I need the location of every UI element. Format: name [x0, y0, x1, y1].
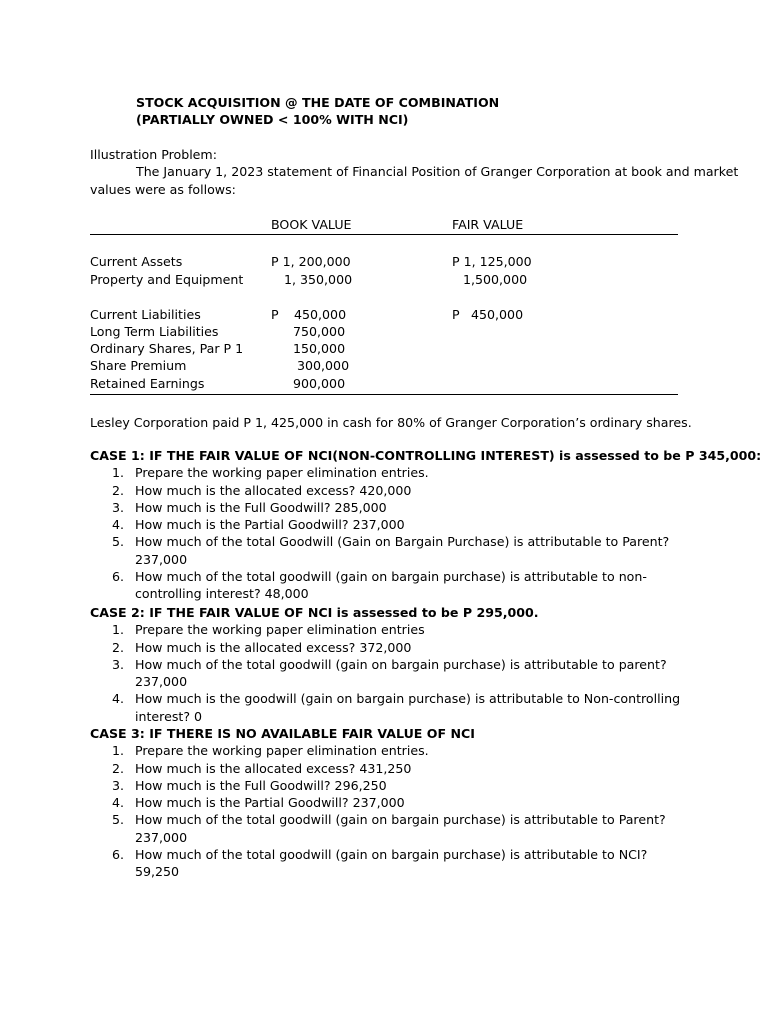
item-number: 6.	[112, 569, 125, 585]
item-text: Prepare the working paper elimination entries.	[135, 743, 429, 759]
row-book-current-liabilities: 450,000	[294, 307, 347, 322]
case-1	[90, 447, 762, 603]
case-1-questions	[90, 464, 690, 602]
row-label-current-liabilities: Current Liabilities	[90, 307, 201, 322]
list-item	[90, 846, 690, 881]
row-book-long-term-liabilities: 750,000	[293, 324, 346, 339]
title-line-1: STOCK ACQUISITION @ THE DATE OF COMBINATION	[136, 95, 500, 110]
list-item	[90, 656, 690, 691]
row-book-current-assets: P 1, 200,000	[271, 254, 351, 269]
row-book-prefix-current-liabilities: P	[271, 307, 279, 322]
list-item	[90, 621, 690, 638]
row-fair-current-liabilities: 450,000	[471, 307, 524, 322]
intro-line-2: values were as follows:	[90, 181, 236, 197]
list-item	[90, 760, 690, 777]
item-text: How much is the Full Goodwill? 296,250	[135, 777, 387, 793]
item-number: 5.	[112, 812, 125, 828]
item-text: How much is the goodwill (gain on bargain purchase) is attributable to Non-controlling interest? 0	[135, 691, 681, 724]
title-line-2: (PARTIALLY OWNED < 100% WITH NCI)	[136, 112, 409, 128]
item-number: 2.	[112, 760, 125, 776]
item-text: How much is the Partial Goodwill? 237,000	[135, 517, 405, 533]
list-item	[90, 690, 690, 725]
row-fair-prefix-current-liabilities: P	[452, 307, 460, 322]
row-book-retained-earnings: 900,000	[293, 376, 346, 391]
item-number: 4.	[112, 517, 125, 533]
list-item	[90, 533, 690, 568]
row-book-ordinary-shares: 150,000	[293, 341, 346, 356]
item-number: 2.	[112, 482, 125, 498]
row-label-property-equipment: Property and Equipment	[90, 272, 244, 287]
item-number: 6.	[112, 847, 125, 863]
row-label-current-assets: Current Assets	[90, 254, 183, 269]
row-label-long-term-liabilities: Long Term Liabilities	[90, 324, 219, 339]
case-1-heading: CASE 1: IF THE FAIR VALUE OF NCI(NON-CONTROLLING INTEREST) is assessed to be P 345,000:	[90, 448, 762, 463]
item-text: How much of the total goodwill (gain on bargain purchase) is attributable to NCI? 59,250	[135, 847, 648, 880]
table-top-rule	[90, 234, 678, 235]
intro-label: Illustration Problem:	[90, 147, 217, 162]
row-fair-property-equipment: 1,500,000	[463, 272, 528, 287]
item-number: 3.	[112, 777, 125, 793]
item-text: How much of the total Goodwill (Gain on Bargain Purchase) is attributable to Parent? 237,000	[135, 534, 670, 567]
item-number: 5.	[112, 534, 125, 550]
list-item	[90, 794, 690, 811]
item-text: How much is the allocated excess? 431,250	[135, 760, 412, 776]
list-item	[90, 482, 690, 499]
book-value-header: BOOK VALUE	[271, 217, 352, 232]
item-number: 1.	[112, 465, 125, 481]
case-2	[90, 604, 690, 725]
item-text: How much is the allocated excess? 420,000	[135, 482, 412, 498]
item-text: Prepare the working paper elimination entries	[135, 622, 425, 638]
item-text: How much is the allocated excess? 372,000	[135, 639, 412, 655]
row-label-retained-earnings: Retained Earnings	[90, 376, 205, 391]
intro-line-1: The January 1, 2023 statement of Financial Position of Granger Corporation at book and market	[136, 164, 739, 180]
list-item	[90, 568, 690, 603]
case-3-heading: CASE 3: IF THERE IS NO AVAILABLE FAIR VALUE OF NCI	[90, 726, 475, 741]
item-number: 4.	[112, 691, 125, 707]
fair-value-header: FAIR VALUE	[452, 217, 524, 232]
row-label-ordinary-shares: Ordinary Shares, Par P 1	[90, 341, 244, 356]
item-text: How much of the total goodwill (gain on bargain purchase) is attributable to parent? 237,000	[135, 656, 667, 690]
item-number: 3.	[112, 656, 125, 672]
item-number: 1.	[112, 622, 125, 638]
case-2-questions	[90, 621, 690, 725]
item-number: 1.	[112, 743, 125, 759]
row-book-share-premium: 300,000	[297, 358, 350, 373]
list-item	[90, 499, 690, 516]
list-item	[90, 464, 690, 481]
item-number: 4.	[112, 795, 125, 811]
item-text: How much is the Full Goodwill? 285,000	[135, 499, 387, 515]
list-item	[90, 777, 690, 794]
table-bottom-rule	[90, 394, 678, 395]
item-text: How much is the Partial Goodwill? 237,000	[135, 795, 405, 811]
payment-statement: Lesley Corporation paid P 1, 425,000 in cash for 80% of Granger Corporation’s ordinary shares.	[90, 415, 692, 430]
list-item	[90, 811, 690, 846]
row-book-property-equipment: 1, 350,000	[284, 272, 353, 287]
case-3-questions	[90, 742, 690, 880]
case-2-heading: CASE 2: IF THE FAIR VALUE OF NCI is assessed to be P 295,000.	[90, 605, 539, 620]
row-fair-current-assets: P 1, 125,000	[452, 254, 532, 269]
list-item	[90, 742, 690, 759]
item-text: How much of the total goodwill (gain on bargain purchase) is attributable to Parent? 237,000	[135, 812, 666, 845]
item-text: How much of the total goodwill (gain on bargain purchase) is attributable to non-controlling interest? 48,000	[135, 569, 647, 602]
case-3	[90, 725, 690, 881]
intro	[90, 146, 739, 198]
item-number: 2.	[112, 639, 125, 655]
item-number: 3.	[112, 499, 125, 515]
list-item	[90, 516, 690, 533]
document-title	[136, 94, 499, 129]
list-item	[90, 639, 690, 656]
row-label-share-premium: Share Premium	[90, 358, 187, 373]
item-text: Prepare the working paper elimination entries.	[135, 465, 429, 481]
